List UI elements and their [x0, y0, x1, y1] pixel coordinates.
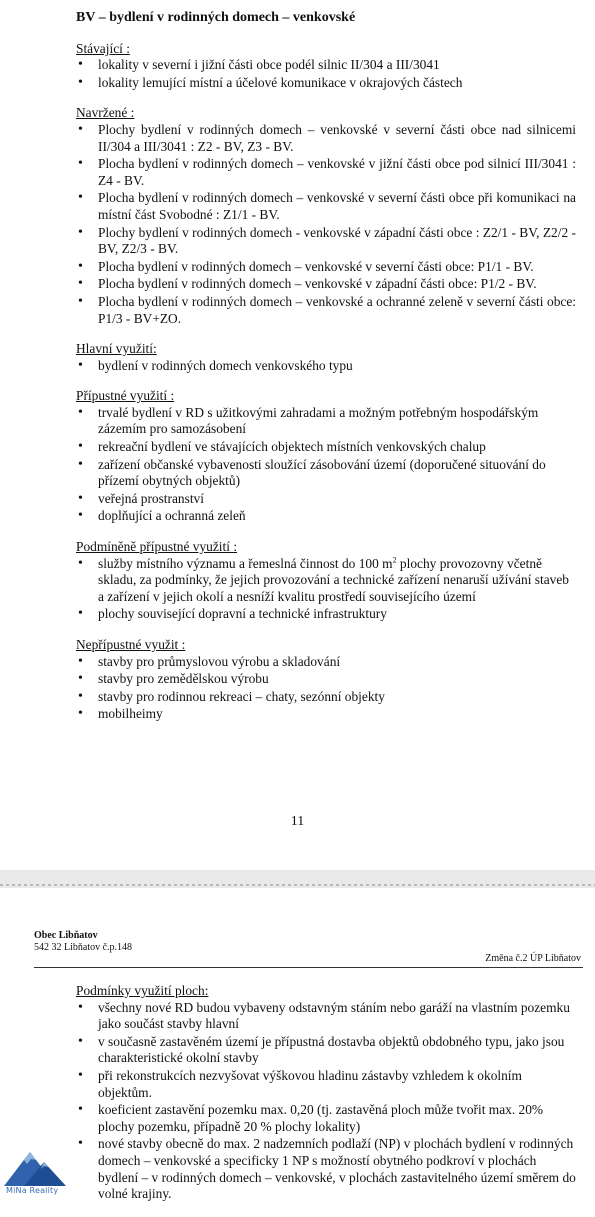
list-item: • nové stavby obecně do max. 2 nadzemních podlaží (NP) v plochách bydlení v rodinných domech – venkovské a specificky 1 NP s možností obytného podkroví v plochách bydlení – v rodinných domech – venkovské, v plochách zastavitelného území směrem do volné krajiny. [76, 1136, 576, 1202]
document-page-12 [0, 888, 595, 1200]
list-item: • v současně zastavěném území je přípustná dostavba objektů obdobného typu, jako jsou charakteristické okolní stavby [76, 1034, 576, 1067]
bullet-list [76, 122, 576, 327]
section-hlavni-vyuziti [76, 341, 576, 374]
list-item: • lokality v severní i jižní části obce podél silnic II/304 a III/3041 [76, 57, 576, 74]
list-item: • Plocha bydlení v rodinných domech – venkovské v severní části obce při komunikaci na místní část Svobodné : Z1/1 - BV. [76, 190, 576, 223]
list-item: • lokality lemující místní a účelové komunikace v okrajových částech [76, 75, 576, 92]
page-header-right: Změna č.2 ÚP Libňatov [485, 953, 581, 964]
page-content [76, 983, 576, 1217]
section-heading: Přípustné využití : [76, 388, 175, 404]
mina-reality-logo [0, 1146, 72, 1200]
list-item: • Plocha bydlení v rodinných domech – venkovské a ochranné zeleně v severní části obce: P1/3 - BV+ZO. [76, 294, 576, 327]
header-org: Obec Libňatov [34, 930, 98, 941]
list-item: • Plochy bydlení v rodinných domech - venkovské v západní části obce : Z2/1 - BV, Z2/2 - BV, Z2/3 - BV. [76, 225, 576, 258]
section-podminky-vyuziti [76, 983, 576, 1203]
list-item: • Plocha bydlení v rodinných domech – venkovské v západní části obce: P1/2 - BV. [76, 276, 576, 293]
page-content [76, 10, 576, 737]
list-item: • stavby pro rodinnou rekreaci – chaty, sezónní objekty [76, 689, 576, 706]
bullet-list [76, 57, 576, 91]
section-heading: Nepřípustné využit : [76, 637, 186, 652]
bullet-list [76, 405, 576, 525]
bullet-list [76, 654, 576, 723]
section-pripustne-vyuziti [76, 388, 576, 525]
list-item: • veřejná prostranství [76, 491, 576, 508]
list-item: • Plocha bydlení v rodinných domech – venkovské v severní části obce: P1/1 - BV. [76, 259, 576, 276]
bullet-list [76, 556, 576, 623]
section-nepripustne [76, 637, 576, 723]
section-navrzene [76, 105, 576, 327]
item-text: služby místního významu a řemeslná činnost do 100 m [98, 555, 393, 571]
list-item: • při rekonstrukcích nezvyšovat výškovou hladinu zástavby vzhledem k okolním objektům. [76, 1068, 576, 1101]
page-header-left [34, 930, 132, 954]
item-text: plochy provozovny včetně skladu, za podmínky, že jejich provozování a technické zařízení nenaruší užívání staveb a zařízení v jejich okolí a nesníží kvalitu prostředí souvisejícího území [98, 555, 569, 604]
list-item: • všechny nové RD budou vybaveny odstavným stáním nebo garáží na vlastním pozemku jako součást stavby hlavní [76, 1000, 576, 1033]
list-item: • rekreační bydlení ve stávajících objektech místních venkovských chalup [76, 439, 576, 456]
list-item [76, 556, 576, 606]
section-heading: Podmíněně přípustné využití : [76, 539, 238, 555]
logo-text: MiNa Reality [6, 1186, 59, 1195]
list-item: • doplňující a ochranná zeleň [76, 508, 576, 525]
list-item: • plochy související dopravní a technické infrastruktury [76, 606, 576, 623]
section-podminene-pripustne [76, 539, 576, 623]
page-separator-dots [0, 884, 595, 886]
header-divider [34, 967, 583, 968]
mountain-logo-icon [0, 1146, 72, 1188]
section-title: BV – bydlení v rodinných domech – venkovské [76, 10, 356, 25]
bullet-list [76, 1000, 576, 1203]
list-item: • stavby pro průmyslovou výrobu a skladování [76, 654, 576, 671]
section-stavajici [76, 41, 576, 92]
section-heading: Hlavní využití: [76, 341, 157, 357]
list-item: • koeficient zastavění pozemku max. 0,20 (tj. zastavěná ploch může tvořit max. 20% plochy pozemku, případně 20 % plochy lokality) [76, 1102, 576, 1135]
list-item: • Plocha bydlení v rodinných domech – venkovské v jižní části obce pod silnicí III/3041 : Z4 - BV. [76, 156, 576, 189]
list-item: • zařízení občanské vybavenosti sloužící zásobování území (doporučené situování do přízemí obytných objektů) [76, 457, 576, 490]
section-heading: Stávající : [76, 40, 130, 56]
page-number: 11 [290, 814, 305, 829]
section-heading: Navržené : [76, 105, 135, 121]
list-item: • stavby pro zemědělskou výrobu [76, 671, 576, 688]
list-item: • trvalé bydlení v RD s užitkovými zahradami a možným potřebným hospodářským zázemím pro samozásobení [76, 405, 576, 438]
section-heading: Podmínky využití ploch: [76, 983, 209, 998]
header-address: 542 32 Libňatov č.p.148 [34, 942, 133, 953]
list-item: • mobilheimy [76, 706, 576, 723]
bullet-list [76, 358, 576, 375]
superscript: 2 [392, 555, 397, 565]
list-item: • bydlení v rodinných domech venkovského typu [76, 358, 576, 375]
list-item: • Plochy bydlení v rodinných domech – venkovské v severní části obce nad silnicemi II/304 a III/3041 : Z2 - BV, Z3 - BV. [76, 122, 576, 155]
